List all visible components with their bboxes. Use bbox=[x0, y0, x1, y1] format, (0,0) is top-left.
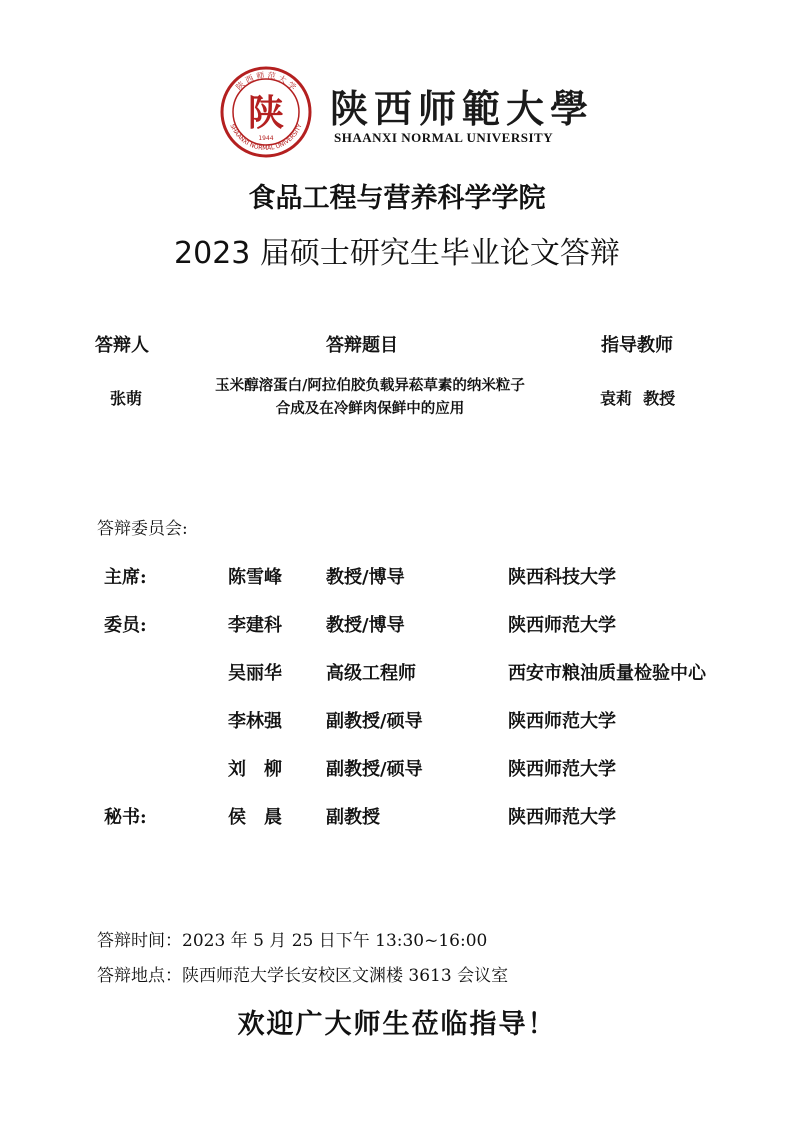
member-name: 侯 晨 bbox=[228, 807, 282, 828]
member-name: 李林强 bbox=[228, 711, 282, 732]
committee-member-row bbox=[0, 563, 794, 593]
member-title: 教授/博导 bbox=[326, 567, 405, 588]
member-org: 西安市粮油质量检验中心 bbox=[508, 663, 706, 684]
committee-member-row bbox=[0, 707, 794, 737]
advisor-name: 袁莉 教授 bbox=[600, 389, 676, 408]
defense-time: 答辩时间：2023 年 5 月 25 日下午 13:30~16:00 bbox=[97, 931, 488, 951]
member-org: 陕西科技大学 bbox=[508, 567, 616, 588]
student-name: 张萌 bbox=[110, 389, 143, 408]
university-seal-logo bbox=[220, 66, 312, 158]
committee-member-row bbox=[0, 803, 794, 833]
member-org: 陕西师范大学 bbox=[508, 615, 616, 636]
member-org: 陕西师范大学 bbox=[508, 711, 616, 732]
member-name: 李建科 bbox=[228, 615, 282, 636]
university-name-cn: 陕西师範大學 bbox=[330, 86, 595, 131]
committee-label: 答辩委员会: bbox=[97, 519, 188, 539]
committee-member-row bbox=[0, 659, 794, 689]
defense-location: 答辩地点：陕西师范大学长安校区文渊楼 3613 会议室 bbox=[97, 966, 509, 986]
svg-text:陕 西 师 范 大 学: 陕 西 师 范 大 学 bbox=[234, 70, 298, 92]
member-title: 教授/博导 bbox=[326, 615, 405, 636]
welcome-message: 欢迎广大师生莅临指导！ bbox=[237, 1009, 557, 1040]
member-title: 副教授/硕导 bbox=[326, 711, 423, 732]
svg-text:陕: 陕 bbox=[247, 92, 285, 134]
member-name: 陈雪峰 bbox=[228, 567, 282, 588]
university-name-en: SHAANXI NORMAL UNIVERSITY bbox=[334, 130, 554, 145]
member-title: 高级工程师 bbox=[326, 663, 416, 684]
member-title: 副教授 bbox=[326, 807, 380, 828]
thesis-topic-line2: 合成及在冷鲜肉保鲜中的应用 bbox=[275, 400, 465, 417]
member-role: 委员: bbox=[104, 615, 147, 636]
thesis-topic-line1: 玉米醇溶蛋白/阿拉伯胶负载异菘草素的纳米粒子 bbox=[215, 377, 525, 394]
header-student: 答辩人 bbox=[95, 335, 149, 356]
committee-member-row bbox=[0, 611, 794, 641]
thesis-topic bbox=[160, 374, 580, 420]
member-org: 陕西师范大学 bbox=[508, 807, 616, 828]
header-advisor: 指导教师 bbox=[601, 335, 673, 356]
member-name: 刘 柳 bbox=[228, 759, 282, 780]
member-org: 陕西师范大学 bbox=[508, 759, 616, 780]
college-name: 食品工程与营养科学学院 bbox=[248, 183, 546, 214]
member-title: 副教授/硕导 bbox=[326, 759, 423, 780]
header-topic: 答辩题目 bbox=[326, 335, 398, 356]
member-role: 主席: bbox=[104, 567, 147, 588]
member-role: 秘书: bbox=[104, 807, 147, 828]
committee-member-row bbox=[0, 755, 794, 785]
member-name: 吴丽华 bbox=[228, 663, 282, 684]
svg-text:1944: 1944 bbox=[258, 135, 274, 142]
page-title: 2023 届硕士研究生毕业论文答辩 bbox=[174, 236, 620, 271]
svg-text:SHAANXI NORMAL UNIVERSITY: SHAANXI NORMAL UNIVERSITY bbox=[228, 123, 304, 153]
